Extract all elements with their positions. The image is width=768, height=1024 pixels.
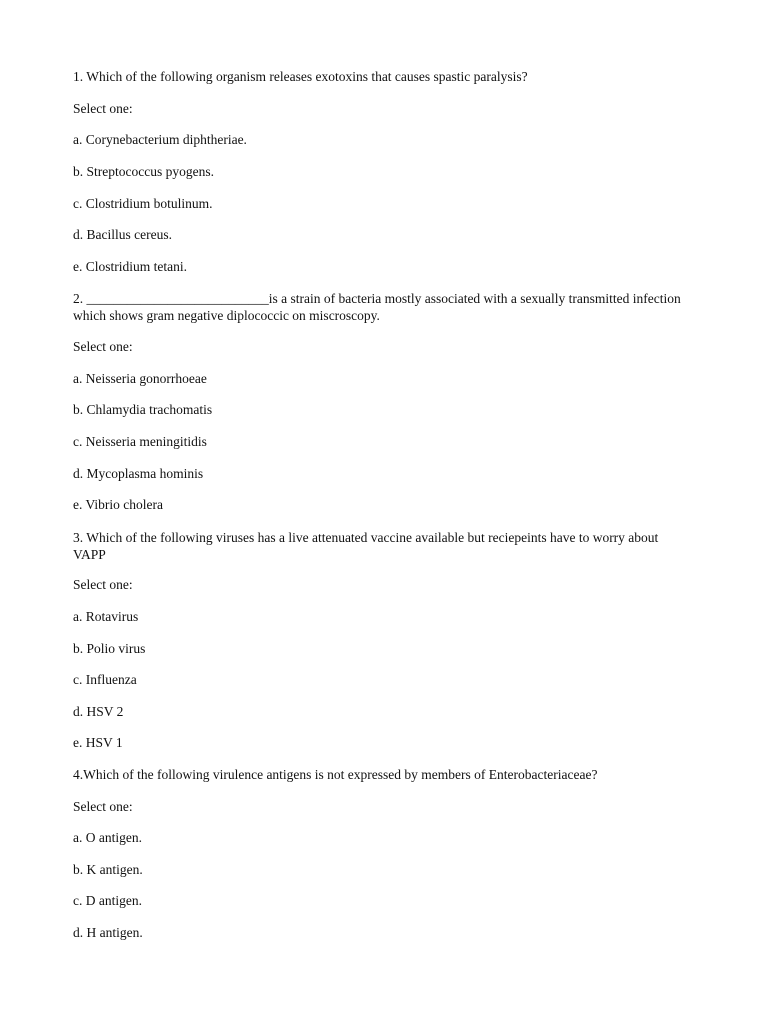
question-1-option-d: d. Bacillus cereus. (73, 227, 172, 242)
question-2-option-e: e. Vibrio cholera (73, 497, 164, 512)
question-4-option-d: d. H antigen. (73, 925, 143, 940)
question-3-select-label: Select one: (73, 577, 133, 592)
question-2-option-c: c. Neisseria meningitidis (73, 434, 207, 449)
question-3-option-d: d. HSV 2 (73, 704, 124, 719)
question-1-option-b: b. Streptococcus pyogens. (73, 164, 214, 179)
question-1-option-c: c. Clostridium botulinum. (73, 196, 213, 211)
question-2-select-label: Select one: (73, 339, 133, 354)
question-1-option-e: e. Clostridium tetani. (73, 259, 187, 274)
question-2-option-a: a. Neisseria gonorrhoeae (73, 371, 207, 386)
question-2-option-b: b. Chlamydia trachomatis (73, 402, 213, 417)
question-3-option-a: a. Rotavirus (73, 609, 139, 624)
question-3-option-e: e. HSV 1 (73, 735, 123, 750)
question-2-prompt: 2. ___________________________is a strain of bacteria mostly associated with a sexually transmitted infection which shows gram negative diplococcic on miscroscopy. (73, 291, 681, 323)
question-4-option-a: a. O antigen. (73, 830, 142, 845)
question-3-option-c: c. Influenza (73, 672, 137, 687)
question-4-option-c: c. D antigen. (73, 893, 142, 908)
question-1-select-label: Select one: (73, 101, 133, 116)
question-1-prompt: 1. Which of the following organism releases exotoxins that causes spastic paralysis? (73, 69, 528, 84)
question-3-option-b: b. Polio virus (73, 641, 146, 656)
question-2-option-d: d. Mycoplasma hominis (73, 466, 204, 481)
question-3-prompt: 3. Which of the following viruses has a live attenuated vaccine available but reciepeints have to worry about VAPP (73, 530, 659, 562)
question-4-option-b: b. K antigen. (73, 862, 143, 877)
question-4-prompt: 4.Which of the following virulence antigens is not expressed by members of Enterobacteriaceae? (73, 767, 598, 782)
question-4-select-label: Select one: (73, 799, 133, 814)
question-1-option-a: a. Corynebacterium diphtheriae. (73, 132, 247, 147)
